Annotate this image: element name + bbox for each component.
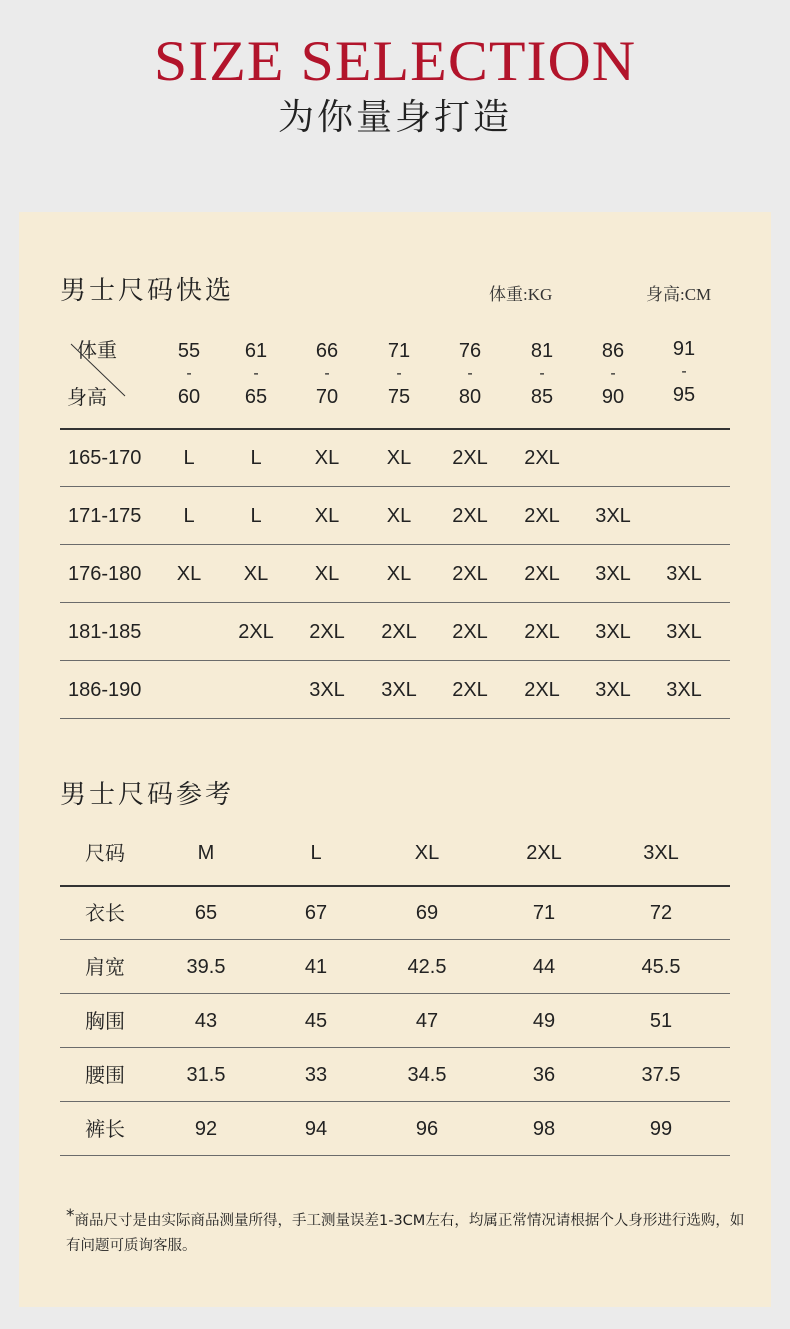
measurement-value: 65 (194, 902, 218, 924)
measurement-label: 胸围 (85, 1009, 125, 1033)
reference-header-divider (60, 885, 730, 887)
page-title: SIZE SELECTION (153, 29, 637, 93)
weight-range-to: 70 (315, 386, 339, 408)
size-cell: 3XL (666, 679, 702, 701)
weight-range-from: 66 (315, 340, 339, 362)
measurement-value: 42.5 (407, 956, 447, 978)
size-cell: 2XL (309, 621, 345, 643)
measurement-value: 94 (304, 1118, 328, 1140)
size-cell: 2XL (452, 447, 488, 469)
height-range-label: 181-185 (68, 621, 142, 643)
note-text: 商品尺寸是由实际商品测量所得，手工测量误差1-3CM左右，均属正常情况请根据个人身形进行选购，如有问题可质询客服。 (66, 1213, 745, 1254)
weight-range-to: 80 (458, 386, 482, 408)
height-range-label: 171-175 (68, 505, 142, 527)
size-cell: XL (176, 563, 202, 585)
size-cell: 2XL (381, 621, 417, 643)
row-divider (60, 993, 730, 994)
size-cell: 2XL (452, 621, 488, 643)
weight-range-from: 91 (672, 338, 696, 360)
size-cell: 2XL (524, 679, 560, 701)
measurement-label: 肩宽 (85, 955, 125, 979)
measurement-value: 47 (415, 1010, 439, 1032)
size-cell: XL (314, 563, 340, 585)
measurement-value: 45 (304, 1010, 328, 1032)
size-cell: 2XL (452, 505, 488, 527)
weight-range-to: 95 (672, 384, 696, 406)
measurement-value: 41 (304, 956, 328, 978)
size-cell: L (183, 505, 195, 527)
corner-diagonal-line (69, 342, 129, 402)
height-unit-label: 身高:CM (646, 285, 712, 304)
row-divider (60, 1047, 730, 1048)
weight-range-from: 55 (177, 340, 201, 362)
size-cell: XL (314, 447, 340, 469)
reference-corner-label: 尺码 (85, 841, 125, 865)
row-divider (60, 718, 730, 719)
weight-range-dash: - (253, 365, 259, 382)
size-cell: 2XL (452, 679, 488, 701)
weight-range-dash: - (467, 365, 473, 382)
size-column-header: L (310, 842, 322, 864)
row-divider (60, 602, 730, 603)
weight-range-to: 65 (244, 386, 268, 408)
size-cell: L (250, 447, 262, 469)
measurement-value: 96 (415, 1118, 439, 1140)
size-column-header: XL (414, 842, 440, 864)
size-cell: 3XL (595, 621, 631, 643)
measurement-label: 裤长 (85, 1117, 125, 1141)
size-column-header: 3XL (643, 842, 679, 864)
size-cell: 2XL (238, 621, 274, 643)
row-divider (60, 1101, 730, 1102)
size-cell: 3XL (595, 563, 631, 585)
corner-weight-label: 体重 (77, 338, 117, 362)
height-range-label: 186-190 (68, 679, 142, 701)
size-cell: 2XL (524, 621, 560, 643)
weight-range-from: 71 (387, 340, 411, 362)
measurement-value: 71 (532, 902, 556, 924)
weight-range-to: 75 (387, 386, 411, 408)
measurement-value: 69 (415, 902, 439, 924)
weight-range-dash: - (324, 365, 330, 382)
size-cell: 3XL (666, 563, 702, 585)
size-cell: L (250, 505, 262, 527)
measurement-value: 39.5 (186, 956, 226, 978)
weight-range-dash: - (610, 365, 616, 382)
row-divider (60, 939, 730, 940)
size-cell: 3XL (381, 679, 417, 701)
measurement-value: 36 (532, 1064, 556, 1086)
measurement-value: 72 (649, 902, 673, 924)
size-column-header: M (197, 842, 215, 864)
weight-range-from: 86 (601, 340, 625, 362)
measurement-value: 45.5 (641, 956, 681, 978)
size-cell: 3XL (595, 505, 631, 527)
size-cell: 3XL (595, 679, 631, 701)
size-cell: XL (386, 563, 412, 585)
weight-range-from: 76 (458, 340, 482, 362)
size-cell: L (183, 447, 195, 469)
quick-select-title: 男士尺码快选 (60, 276, 235, 306)
size-cell: XL (386, 447, 412, 469)
size-cell: XL (386, 505, 412, 527)
measurement-label: 腰围 (85, 1063, 125, 1087)
measurement-value: 98 (532, 1118, 556, 1140)
measurement-value: 92 (194, 1118, 218, 1140)
note-asterisk: * (66, 1206, 75, 1226)
measurement-value: 43 (194, 1010, 218, 1032)
size-chart-panel (19, 212, 771, 1307)
size-cell: 2XL (452, 563, 488, 585)
row-divider (60, 660, 730, 661)
measurement-value: 49 (532, 1010, 556, 1032)
weight-range-dash: - (539, 365, 545, 382)
measurement-value: 37.5 (641, 1064, 681, 1086)
size-cell: XL (314, 505, 340, 527)
measurement-value: 67 (304, 902, 328, 924)
weight-range-to: 60 (177, 386, 201, 408)
weight-range-dash: - (396, 365, 402, 382)
measurement-value: 51 (649, 1010, 673, 1032)
quick-header-divider (60, 428, 730, 430)
weight-range-dash: - (681, 363, 687, 380)
height-range-label: 165-170 (68, 447, 142, 469)
reference-title: 男士尺码参考 (60, 780, 235, 810)
measurement-label: 衣长 (85, 901, 125, 925)
size-cell: XL (243, 563, 269, 585)
corner-height-label: 身高 (67, 385, 107, 409)
weight-range-dash: - (186, 365, 192, 382)
height-range-label: 176-180 (68, 563, 142, 585)
size-cell: 3XL (309, 679, 345, 701)
size-cell: 2XL (524, 505, 560, 527)
measurement-value: 33 (304, 1064, 328, 1086)
weight-range-to: 85 (530, 386, 554, 408)
size-cell: 3XL (666, 621, 702, 643)
size-cell: 2XL (524, 447, 560, 469)
size-cell: 2XL (524, 563, 560, 585)
page-subtitle: 为你量身打造 (277, 97, 512, 138)
row-divider (60, 544, 730, 545)
row-divider (60, 1155, 730, 1156)
measurement-value: 99 (649, 1118, 673, 1140)
measurement-value: 44 (532, 956, 556, 978)
measurement-value: 34.5 (407, 1064, 447, 1086)
size-column-header: 2XL (526, 842, 562, 864)
weight-range-from: 61 (244, 340, 268, 362)
measurement-value: 31.5 (186, 1064, 226, 1086)
weight-range-to: 90 (601, 386, 625, 408)
row-divider (60, 486, 730, 487)
weight-unit-label: 体重:KG (489, 285, 553, 304)
weight-range-from: 81 (530, 340, 554, 362)
measurement-note (66, 1208, 746, 1259)
